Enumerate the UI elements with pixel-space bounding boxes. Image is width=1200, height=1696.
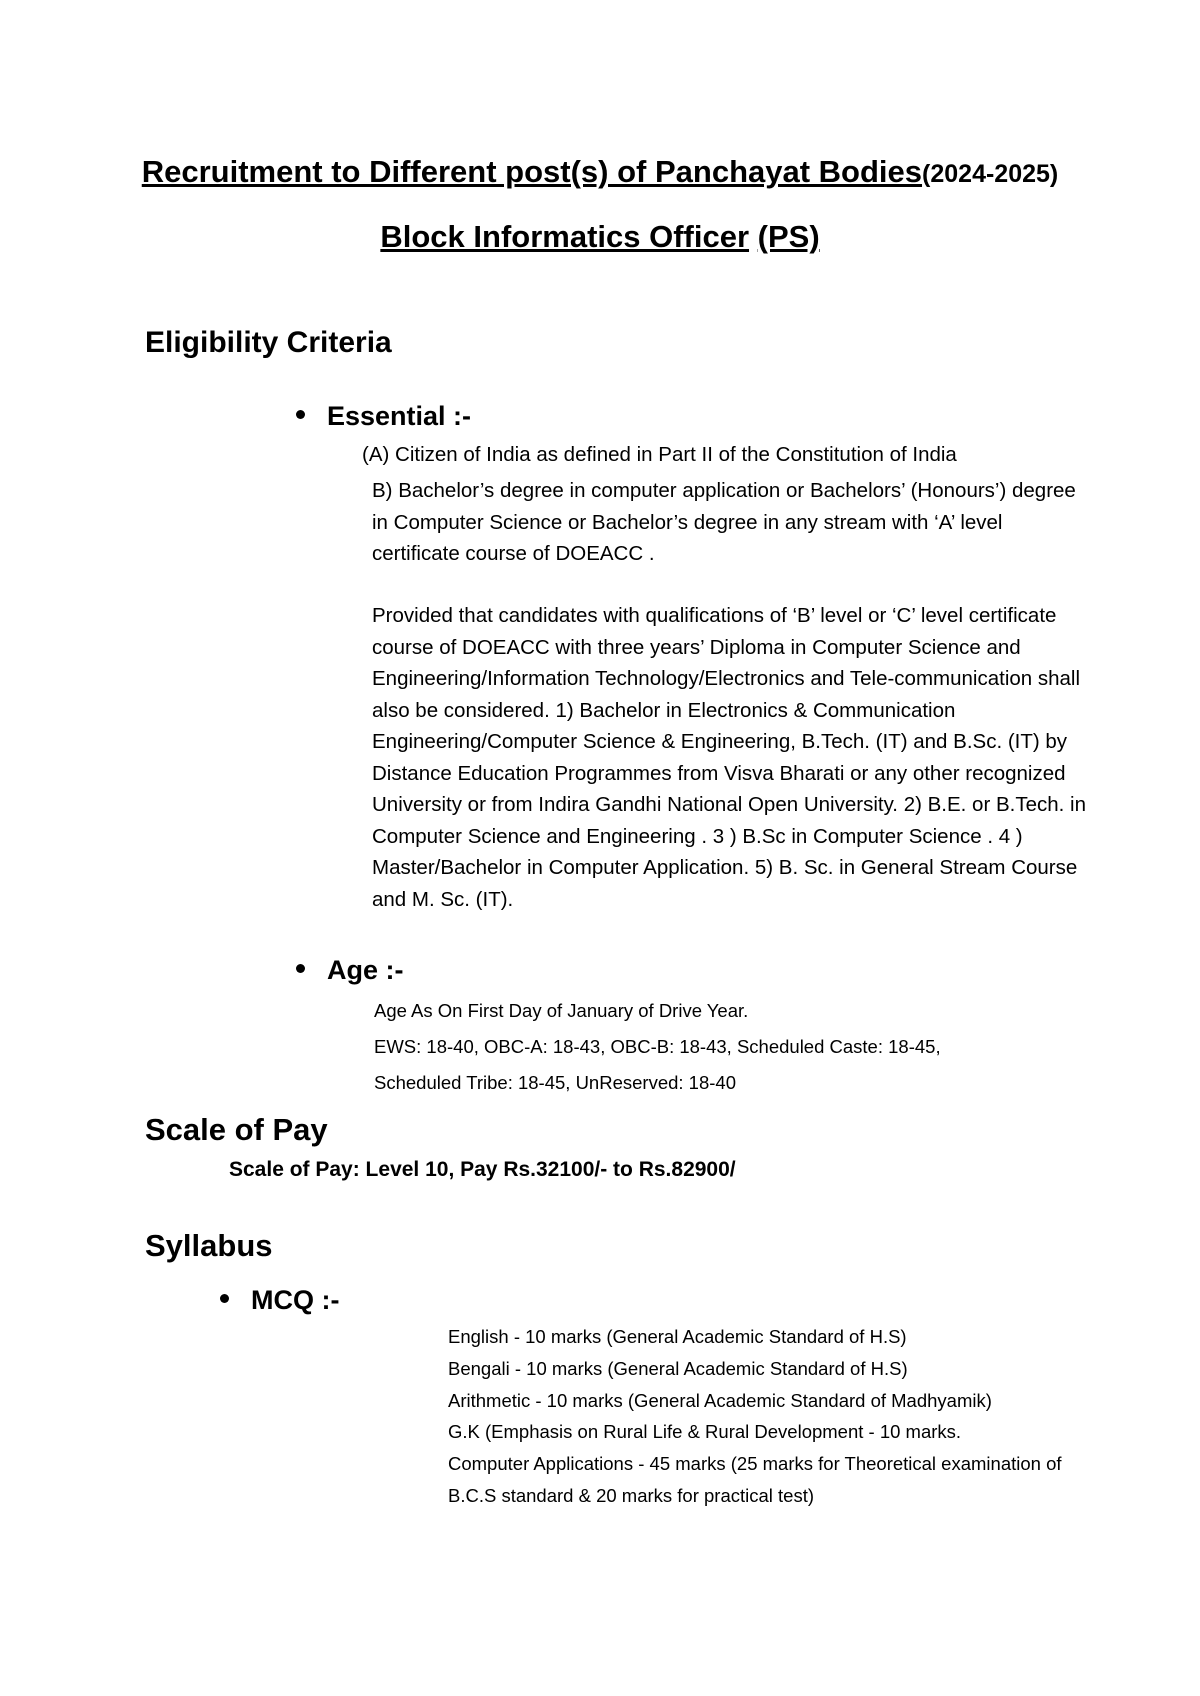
- title-year: (2024-2025): [922, 160, 1059, 188]
- age-line: Age As On First Day of January of Drive Year.: [374, 1000, 749, 1021]
- post-code: (PS): [757, 219, 820, 254]
- essential-bullet: [296, 398, 471, 434]
- essential-proviso: Provided that candidates with qualifications of ‘B’ level or ‘C’ level certificate course of DOEACC with three years’ Diploma in Computer Science and Engineering/Information Technology/Electronics and Tele-communication shall also be considered. 1) Bachelor in Electronics & Communication Engineering/Computer Science & Engineering, B.Tech. (IT) and B.Sc. (IT) by Distance Education Programmes from Visva Bharati or any other recognized University or from Indira Gandhi National Open University. 2) B.E. or B.Tech. in Computer Science and Engineering . 3 ) B.Sc in Computer Science . 4 ) Master/Bachelor in Computer Application. 5) B. Sc. in General Stream Course and M. Sc. (IT).: [372, 604, 1086, 911]
- post-name: Block Informatics Officer: [380, 219, 750, 254]
- syllabus-heading: Syllabus: [145, 1228, 273, 1263]
- mcq-item: Bengali - 10 marks (General Academic Standard of H.S): [448, 1357, 908, 1379]
- mcq-item: B.C.S standard & 20 marks for practical test): [448, 1484, 815, 1506]
- essential-label: Essential :-: [327, 401, 472, 431]
- essential-item-b: B) Bachelor’s degree in computer application or Bachelors’ (Honours’) degree in Computer Science or Bachelor’s degree in any stream with ‘A’ level certificate course of DOEACC .: [372, 479, 1076, 565]
- essential-item-a: (A) Citizen of India as defined in Part II of the Constitution of India: [362, 443, 957, 466]
- age-details: [374, 993, 941, 1101]
- bullet-icon: [296, 410, 305, 419]
- bullet-icon: [296, 964, 305, 973]
- eligibility-heading: Eligibility Criteria: [145, 326, 392, 359]
- mcq-item: Computer Applications - 45 marks (25 marks for Theoretical examination of: [448, 1453, 1062, 1475]
- pay-heading: Scale of Pay: [145, 1112, 328, 1147]
- bullet-icon: [220, 1294, 229, 1303]
- age-bullet: [296, 952, 404, 988]
- mcq-label: MCQ :-: [251, 1285, 340, 1315]
- title-main: Recruitment to Different post(s) of Panchayat Bodies: [141, 154, 923, 189]
- mcq-item: English - 10 marks (General Academic Standard of H.S): [448, 1326, 907, 1347]
- document-title: [0, 152, 1200, 194]
- post-title-spacer: [749, 219, 758, 254]
- post-title: [0, 217, 1200, 257]
- mcq-bullet: [220, 1282, 339, 1318]
- age-line: EWS: 18-40, OBC-A: 18-43, OBC-B: 18-43, Scheduled Caste: 18-45,: [374, 1036, 941, 1057]
- mcq-item: Arithmetic - 10 marks (General Academic Standard of Madhyamik): [448, 1389, 992, 1411]
- mcq-items: [448, 1321, 1062, 1512]
- pay-scale-line: Scale of Pay: Level 10, Pay Rs.32100/- to Rs.82900/: [229, 1158, 736, 1181]
- age-label: Age :-: [327, 955, 404, 985]
- mcq-item: G.K (Emphasis on Rural Life & Rural Development - 10 marks.: [448, 1421, 962, 1443]
- age-line: Scheduled Tribe: 18-45, UnReserved: 18-40: [374, 1072, 736, 1093]
